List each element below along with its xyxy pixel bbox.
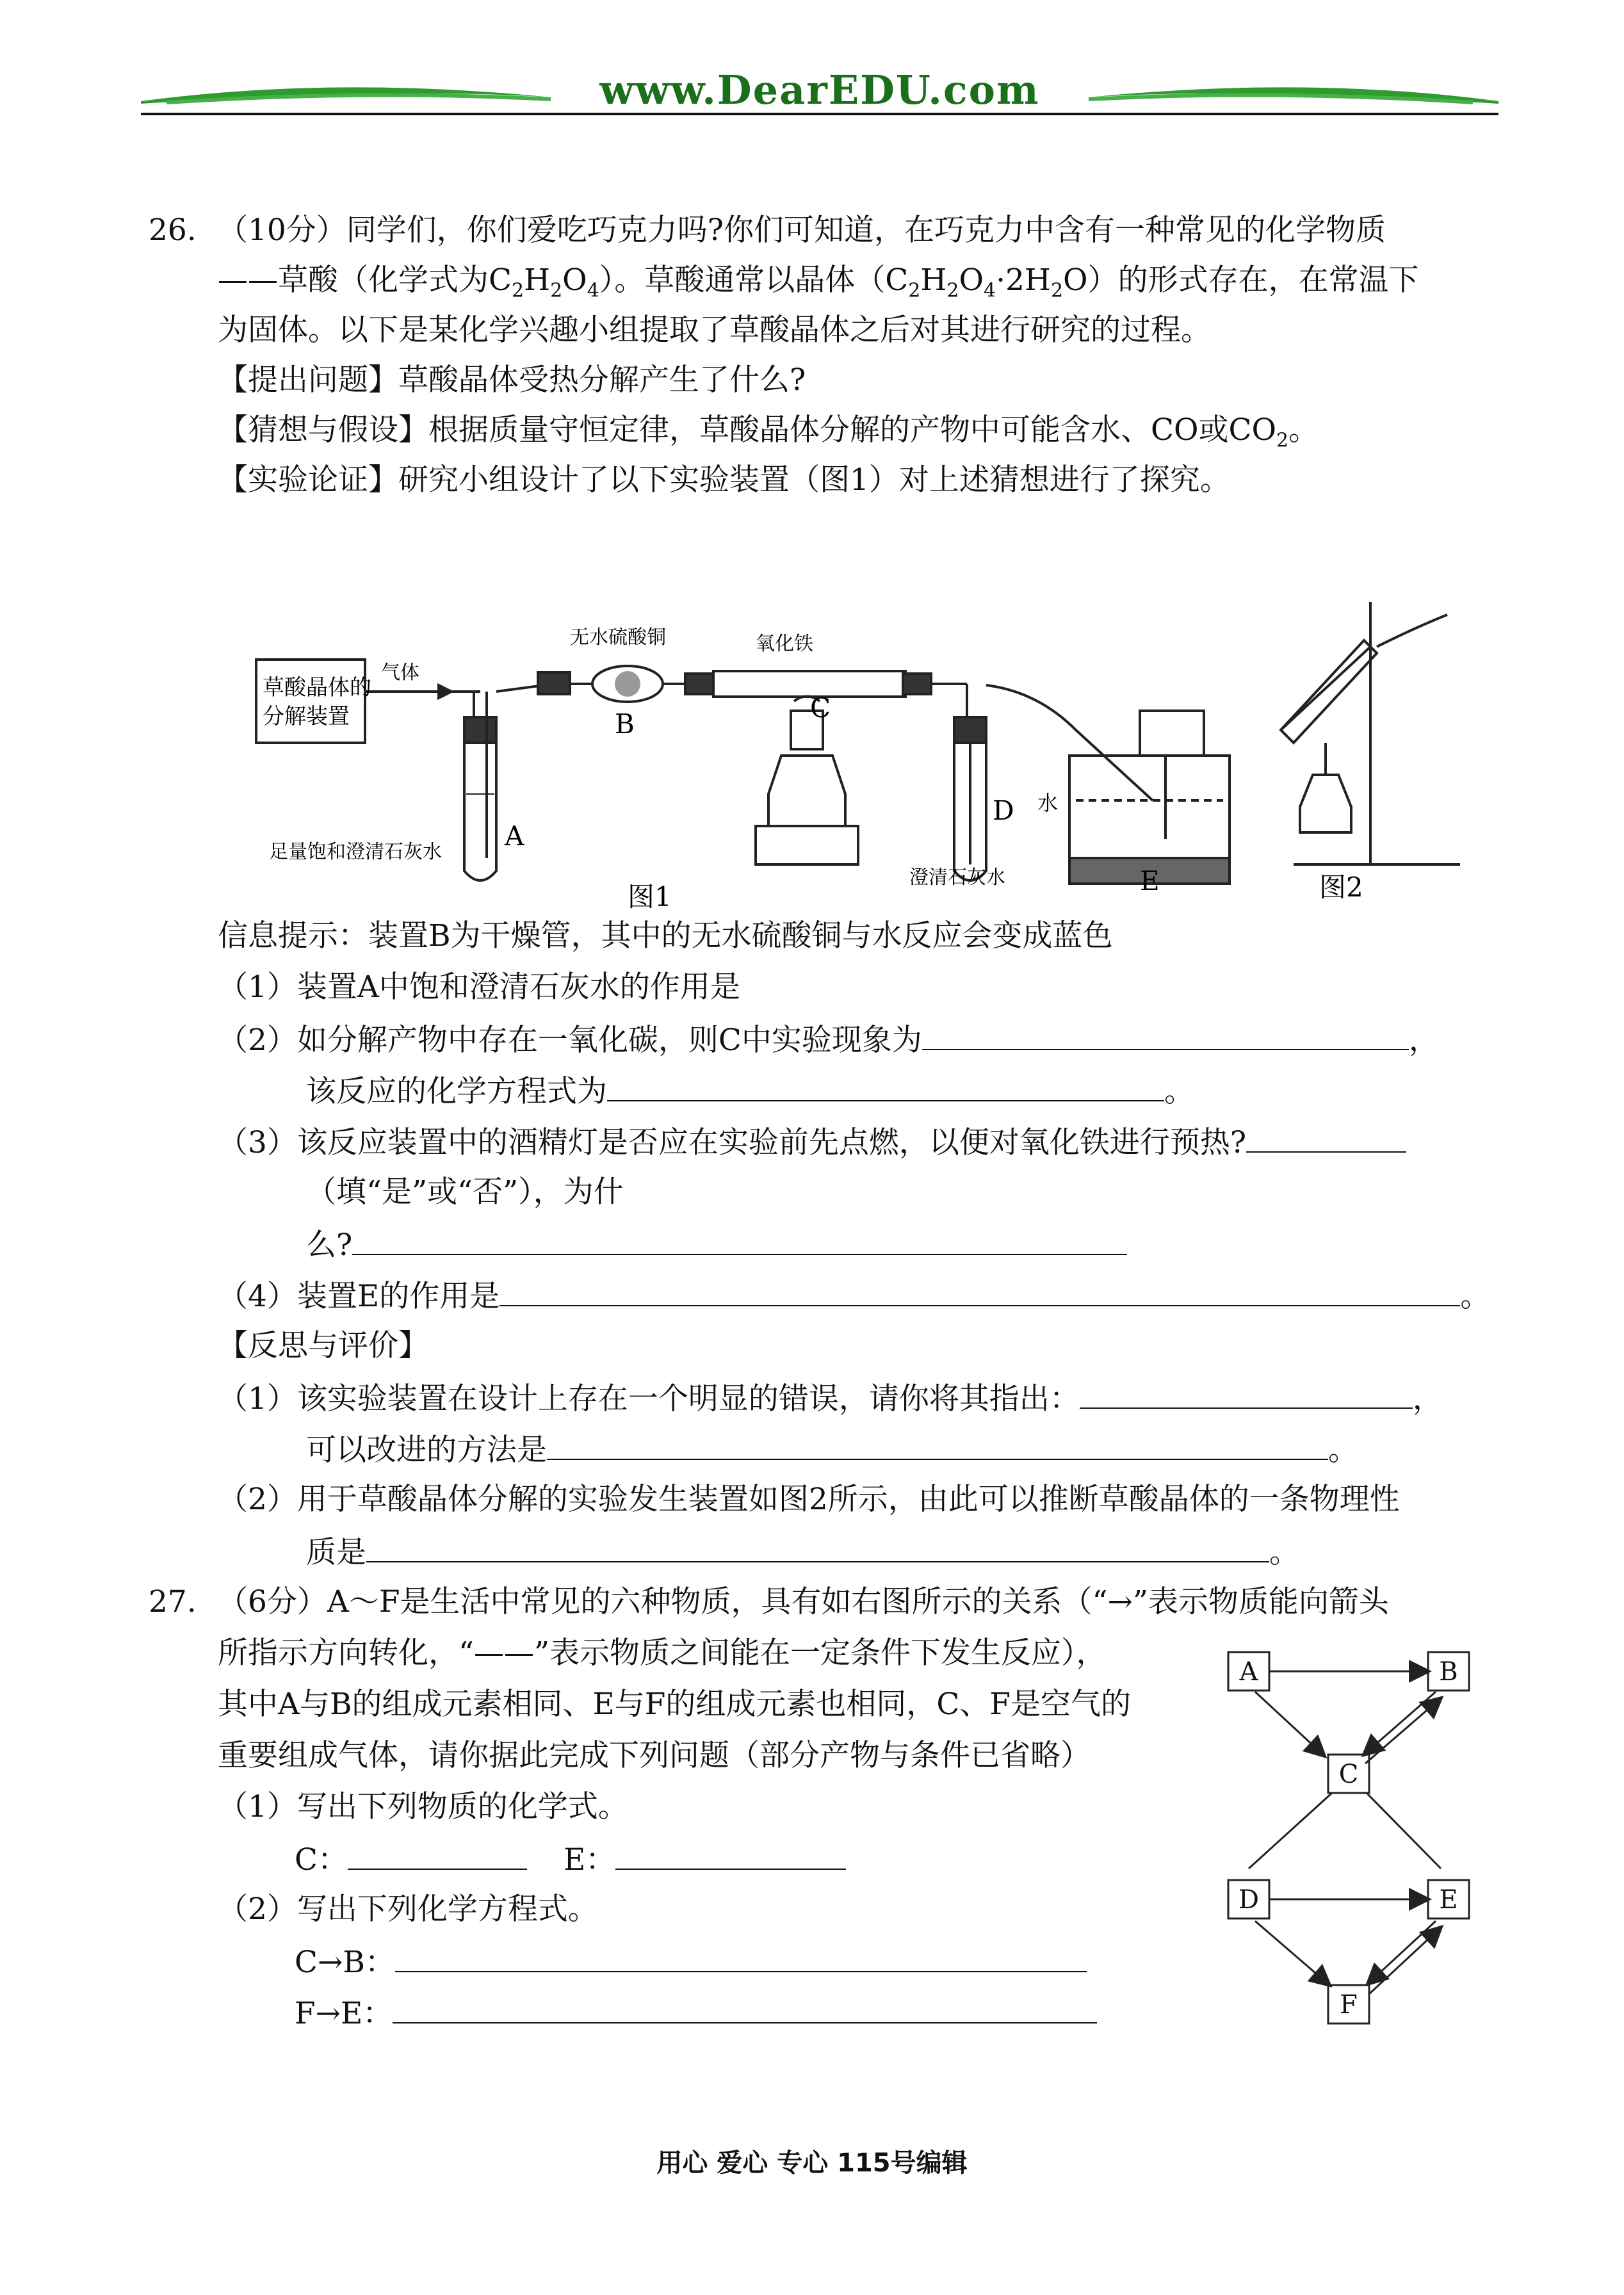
q26-sub1: （1）装置A中饱和澄清石灰水的作用是 <box>218 969 740 1005</box>
fig-gas: 气体 <box>381 661 419 684</box>
answer-blank[interactable] <box>499 1276 1460 1306</box>
q26-sub2b: 该反应的化学方程式为 。 <box>306 1071 1194 1111</box>
answer-blank[interactable] <box>607 1071 1164 1101</box>
apparatus-figure <box>243 589 1486 909</box>
relation-diagram <box>1217 1646 1486 2043</box>
fig-caption-2: 图2 <box>1319 872 1363 903</box>
fig-label-E: E <box>1140 865 1160 896</box>
q27-e-answer: E： <box>564 1839 846 1879</box>
q26-sub3a: （3）该反应装置中的酒精灯是否应在实验前先点燃，以便对氧化铁进行预热? <box>218 1122 1406 1162</box>
q26-line2: ——草酸（化学式为$C_2H_2O_4$）。草酸通常以晶体$(C_2H_2O_4\cdot 2H_2O)$的形式存在，在常温下 <box>218 263 1419 302</box>
answer-blank[interactable] <box>1080 1378 1413 1409</box>
page-footer: 用心 爱心 专心 115号编辑 <box>656 2148 968 2178</box>
fig-caption-1: 图1 <box>628 881 672 909</box>
q26-prove: 【实验论证】研究小组设计了以下实验装置（图1）对上述猜想进行了探究。 <box>218 462 1230 498</box>
q26-line3: 为固体。以下是某化学兴趣小组提取了草酸晶体之后对其进行研究的过程。 <box>218 312 1211 348</box>
q27-line2: 所指示方向转化，“——”表示物质之间能在一定条件下发生反应）， <box>218 1635 1107 1671</box>
q27-fe-equation: F→E： <box>295 1993 1097 2033</box>
q27-cb-equation: C→B： <box>295 1942 1087 1982</box>
question-number-27: 27. <box>149 1584 197 1619</box>
decomposition-box <box>256 660 365 743</box>
q26-ask: 【提出问题】草酸晶体受热分解产生了什么? <box>218 362 806 398</box>
node-A-label: A <box>1239 1657 1258 1687</box>
q27-sub2: （2）写出下列化学方程式。 <box>218 1892 598 1927</box>
fig-limewater-a: 足量饱和澄清石灰水 <box>269 841 442 863</box>
q26-line1: （10分）同学们，你们爱吃巧克力吗?你们可知道，在巧克力中含有一种常见的化学物质 <box>218 213 1386 248</box>
node-E-label: E <box>1439 1885 1458 1915</box>
q26-reflect2b: 质是 。 <box>306 1532 1299 1572</box>
q27-c-answer: C： <box>295 1839 527 1879</box>
q27-line1: （6分）A～F是生活中常见的六种物质，具有如右图所示的关系（“→”表示物质能向箭头 <box>218 1584 1389 1619</box>
fig-box-line2: 分解装置 <box>263 704 350 729</box>
q26-sub3c: 么? <box>306 1224 1127 1265</box>
site-name: www.DearEDU.com <box>599 67 1040 113</box>
answer-blank[interactable] <box>393 1993 1097 2023</box>
fig-label-A: A <box>505 820 524 852</box>
question-number-26: 26. <box>149 213 197 248</box>
q26-reflect1a: （1）该实验装置在设计上存在一个明显的错误，请你将其指出： ， <box>218 1378 1443 1418</box>
q26-sub4: （4）装置E的作用是 。 <box>218 1276 1490 1316</box>
answer-blank[interactable] <box>547 1429 1328 1460</box>
fig-cuso4: 无水硫酸铜 <box>570 626 666 649</box>
fig-limewater-d: 澄清石灰水 <box>909 866 1005 889</box>
fig-label-C: C <box>810 692 831 724</box>
fig-label-D: D <box>993 795 1014 826</box>
node-F-label: F <box>1340 1990 1358 2020</box>
q27-line4: 重要组成气体，请你据此完成下列问题（部分产物与条件已省略） <box>218 1738 1091 1773</box>
q26-info: 信息提示：装置B为干燥管，其中的无水硫酸铜与水反应会变成蓝色 <box>218 918 1113 953</box>
answer-blank[interactable] <box>395 1942 1087 1972</box>
q26-reflect: 【反思与评价】 <box>218 1328 428 1363</box>
node-C-label: C <box>1338 1760 1359 1789</box>
answer-blank[interactable] <box>615 1839 846 1870</box>
fig-label-B: B <box>615 708 635 740</box>
node-D-label: D <box>1238 1885 1260 1915</box>
answer-blank[interactable] <box>922 1019 1409 1050</box>
q26-reflect2a: （2）用于草酸晶体分解的实验发生装置如图2所示，由此可以推断草酸晶体的一条物理性 <box>218 1482 1400 1517</box>
header-banner <box>141 64 1498 122</box>
answer-blank[interactable] <box>348 1839 527 1870</box>
q26-sub3b: （填“是”或“否”），为什 <box>306 1174 624 1210</box>
fig-fe2o3: 氧化铁 <box>756 633 813 655</box>
q26-reflect1b: 可以改进的方法是 。 <box>306 1429 1358 1470</box>
q27-sub1: （1）写出下列物质的化学式。 <box>218 1789 628 1824</box>
q27-line3: 其中A与B的组成元素相同、E与F的组成元素也相同，C、F是空气的 <box>218 1687 1131 1722</box>
answer-blank[interactable] <box>366 1532 1269 1562</box>
q26-sub2a: （2）如分解产物中存在一氧化碳，则C中实验现象为 ， <box>218 1019 1439 1060</box>
answer-blank[interactable] <box>352 1224 1127 1255</box>
q26-guess: 【猜想与假设】根据质量守恒定律，草酸晶体分解的产物中可能含水、CO或$CO_2$。 <box>218 412 1319 452</box>
fig-box-line1: 草酸晶体的 <box>263 675 371 701</box>
answer-blank[interactable] <box>1246 1122 1406 1153</box>
fig-water: 水 <box>1037 791 1059 815</box>
node-B-label: B <box>1439 1657 1458 1687</box>
